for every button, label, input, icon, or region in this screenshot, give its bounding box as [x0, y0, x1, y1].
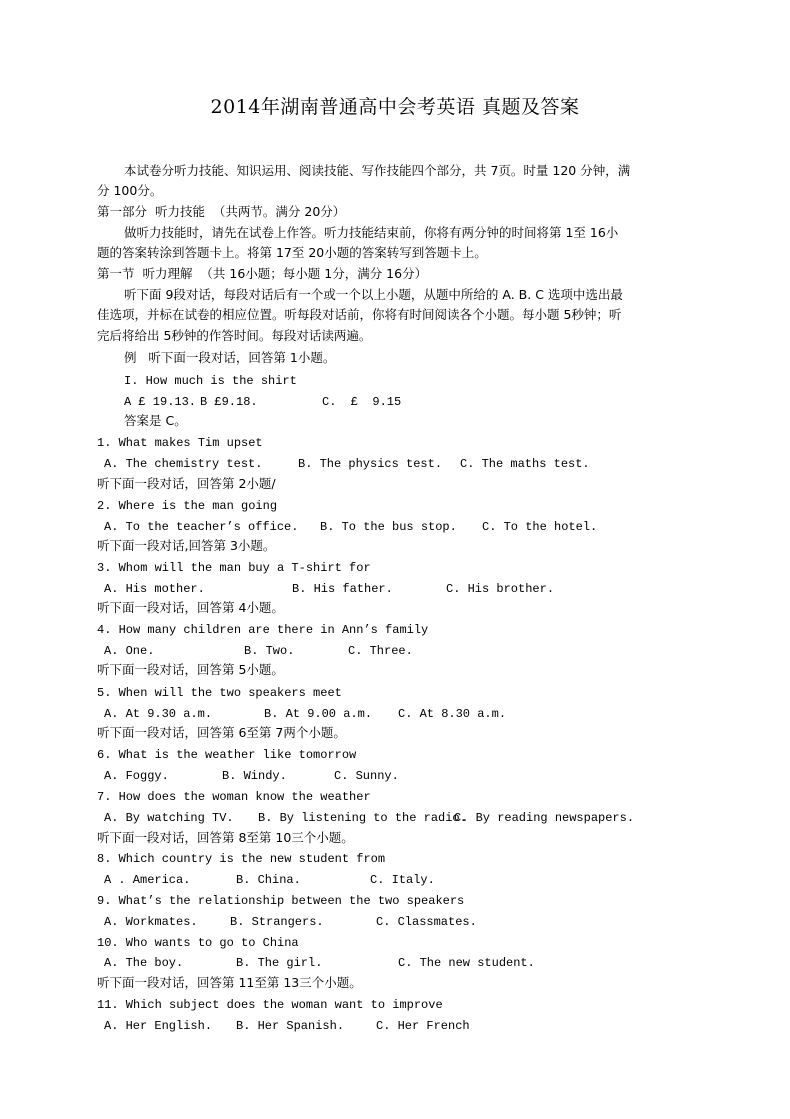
- option-a: A. His mother.: [104, 582, 205, 596]
- option-a: A. To the teacher’s office.: [104, 520, 299, 534]
- option-c: C. To the hotel.: [482, 520, 598, 534]
- section1-heading: 第一节 听力理解 （共 16小题；每小题 1分，满分 16分）: [97, 266, 428, 281]
- option-a: A. The chemistry test.: [104, 457, 263, 471]
- option-b: B. Windy.: [222, 769, 287, 783]
- option-c: C. Sunny.: [334, 769, 399, 783]
- question-text: 5. When will the two speakers meet: [97, 686, 342, 700]
- option-c: C. The new student.: [398, 956, 535, 970]
- option-c: C. The maths test.: [460, 457, 590, 471]
- question-text: 9. What’s the relationship between the two speakers: [97, 894, 465, 908]
- question-text: 6. What is the weather like tomorrow: [97, 748, 357, 762]
- option-c: C. Her French: [376, 1019, 470, 1033]
- part1-desc-1: 做听力技能时，请先在试卷上作答。听力技能结束前，你将有两分钟的时间将第 1至 16小: [124, 225, 619, 240]
- option-b: B. China.: [236, 873, 301, 887]
- option-c: C. At 8.30 a.m.: [398, 707, 507, 721]
- option-c: C. His brother.: [446, 582, 555, 596]
- option-b: B. The girl.: [236, 956, 323, 970]
- option-a: A. Her English.: [104, 1019, 213, 1033]
- instruction-text: 听下面一段对话，回答第 4小题。: [97, 600, 284, 615]
- part1-desc-2: 题的答案转涂到答题卡上。将第 17至 20小题的答案转写到答题卡上。: [97, 245, 487, 260]
- option-c: C. Classmates.: [376, 915, 477, 929]
- question-text: 2. Where is the man going: [97, 499, 278, 513]
- option-b: B. Her Spanish.: [236, 1019, 345, 1033]
- part1-heading: 第一部分 听力技能 （共两节。满分 20分）: [97, 204, 346, 219]
- question-text: 8. Which country is the new student from: [97, 852, 386, 866]
- option-c: C. Three.: [348, 644, 413, 658]
- option-a: A. At 9.30 a.m.: [104, 707, 213, 721]
- example-option-b: B £9.18.: [200, 395, 258, 409]
- section1-desc-3: 完后将给出 5秒钟的作答时间。每段对话读两遍。: [97, 328, 372, 343]
- option-b: B. The physics test.: [298, 457, 443, 471]
- option-a: A. The boy.: [104, 956, 184, 970]
- instruction-text: 听下面一段对话，回答第 5小题。: [97, 662, 284, 677]
- option-b: B. Strangers.: [230, 915, 324, 929]
- question-text: 4. How many children are there in Ann’s family: [97, 623, 429, 637]
- option-c: C. By reading newspapers.: [454, 811, 635, 825]
- option-c: C. Italy.: [370, 873, 435, 887]
- example-question: I. How much is the shirt: [124, 374, 297, 388]
- example-option-c: C. £ 9.15: [322, 395, 402, 409]
- option-b: B. By listening to the radio.: [258, 811, 467, 825]
- question-text: 11. Which subject does the woman want to improve: [97, 998, 443, 1012]
- option-b: B. Two.: [244, 644, 295, 658]
- example-intro: 例 听下面一段对话，回答第 1小题。: [124, 350, 336, 365]
- question-text: 1. What makes Tim upset: [97, 436, 263, 450]
- option-a: A . America.: [104, 873, 191, 887]
- option-a: A. Workmates.: [104, 915, 198, 929]
- question-text: 7. How does the woman know the weather: [97, 790, 371, 804]
- question-text: 3. Whom will the man buy a T-shirt for: [97, 561, 371, 575]
- intro-line-1: 本试卷分听力技能、知识运用、阅读技能、写作技能四个部分，共 7页。时量 120 分钟，满: [124, 163, 631, 178]
- question-text: 10. Who wants to go to China: [97, 936, 299, 950]
- instruction-text: 听下面一段对话，回答第 6至第 7两个小题。: [97, 725, 346, 740]
- option-b: B. At 9.00 a.m.: [264, 707, 373, 721]
- option-a: A. By watching TV.: [104, 811, 234, 825]
- section1-desc-1: 听下面 9段对话，每段对话后有一个或一个以上小题，从题中所给的 A. B. C 选项中选出最: [124, 287, 623, 302]
- example-option-a: A £ 19.13.: [124, 395, 197, 409]
- intro-line-2: 分 100分。: [97, 183, 163, 198]
- option-b: B. To the bus stop.: [320, 520, 457, 534]
- option-b: B. His father.: [292, 582, 393, 596]
- instruction-text: 听下面一段对话,回答第 3小题。: [97, 538, 276, 553]
- option-a: A. One.: [104, 644, 155, 658]
- option-a: A. Foggy.: [104, 769, 169, 783]
- page-title: 2014年湖南普通高中会考英语 真题及答案: [210, 96, 580, 118]
- instruction-text: 听下面一段对话，回答第 2小题/: [97, 476, 276, 491]
- example-answer: 答案是 C。: [124, 413, 187, 428]
- section1-desc-2: 佳选项，并标在试卷的相应位置。听每段对话前，你将有时间阅读各个小题。每小题 5秒钟；听: [97, 307, 622, 322]
- instruction-text: 听下面一段对话，回答第 11至第 13三个小题。: [97, 975, 362, 990]
- instruction-text: 听下面一段对话，回答第 8至第 10三个小题。: [97, 830, 354, 845]
